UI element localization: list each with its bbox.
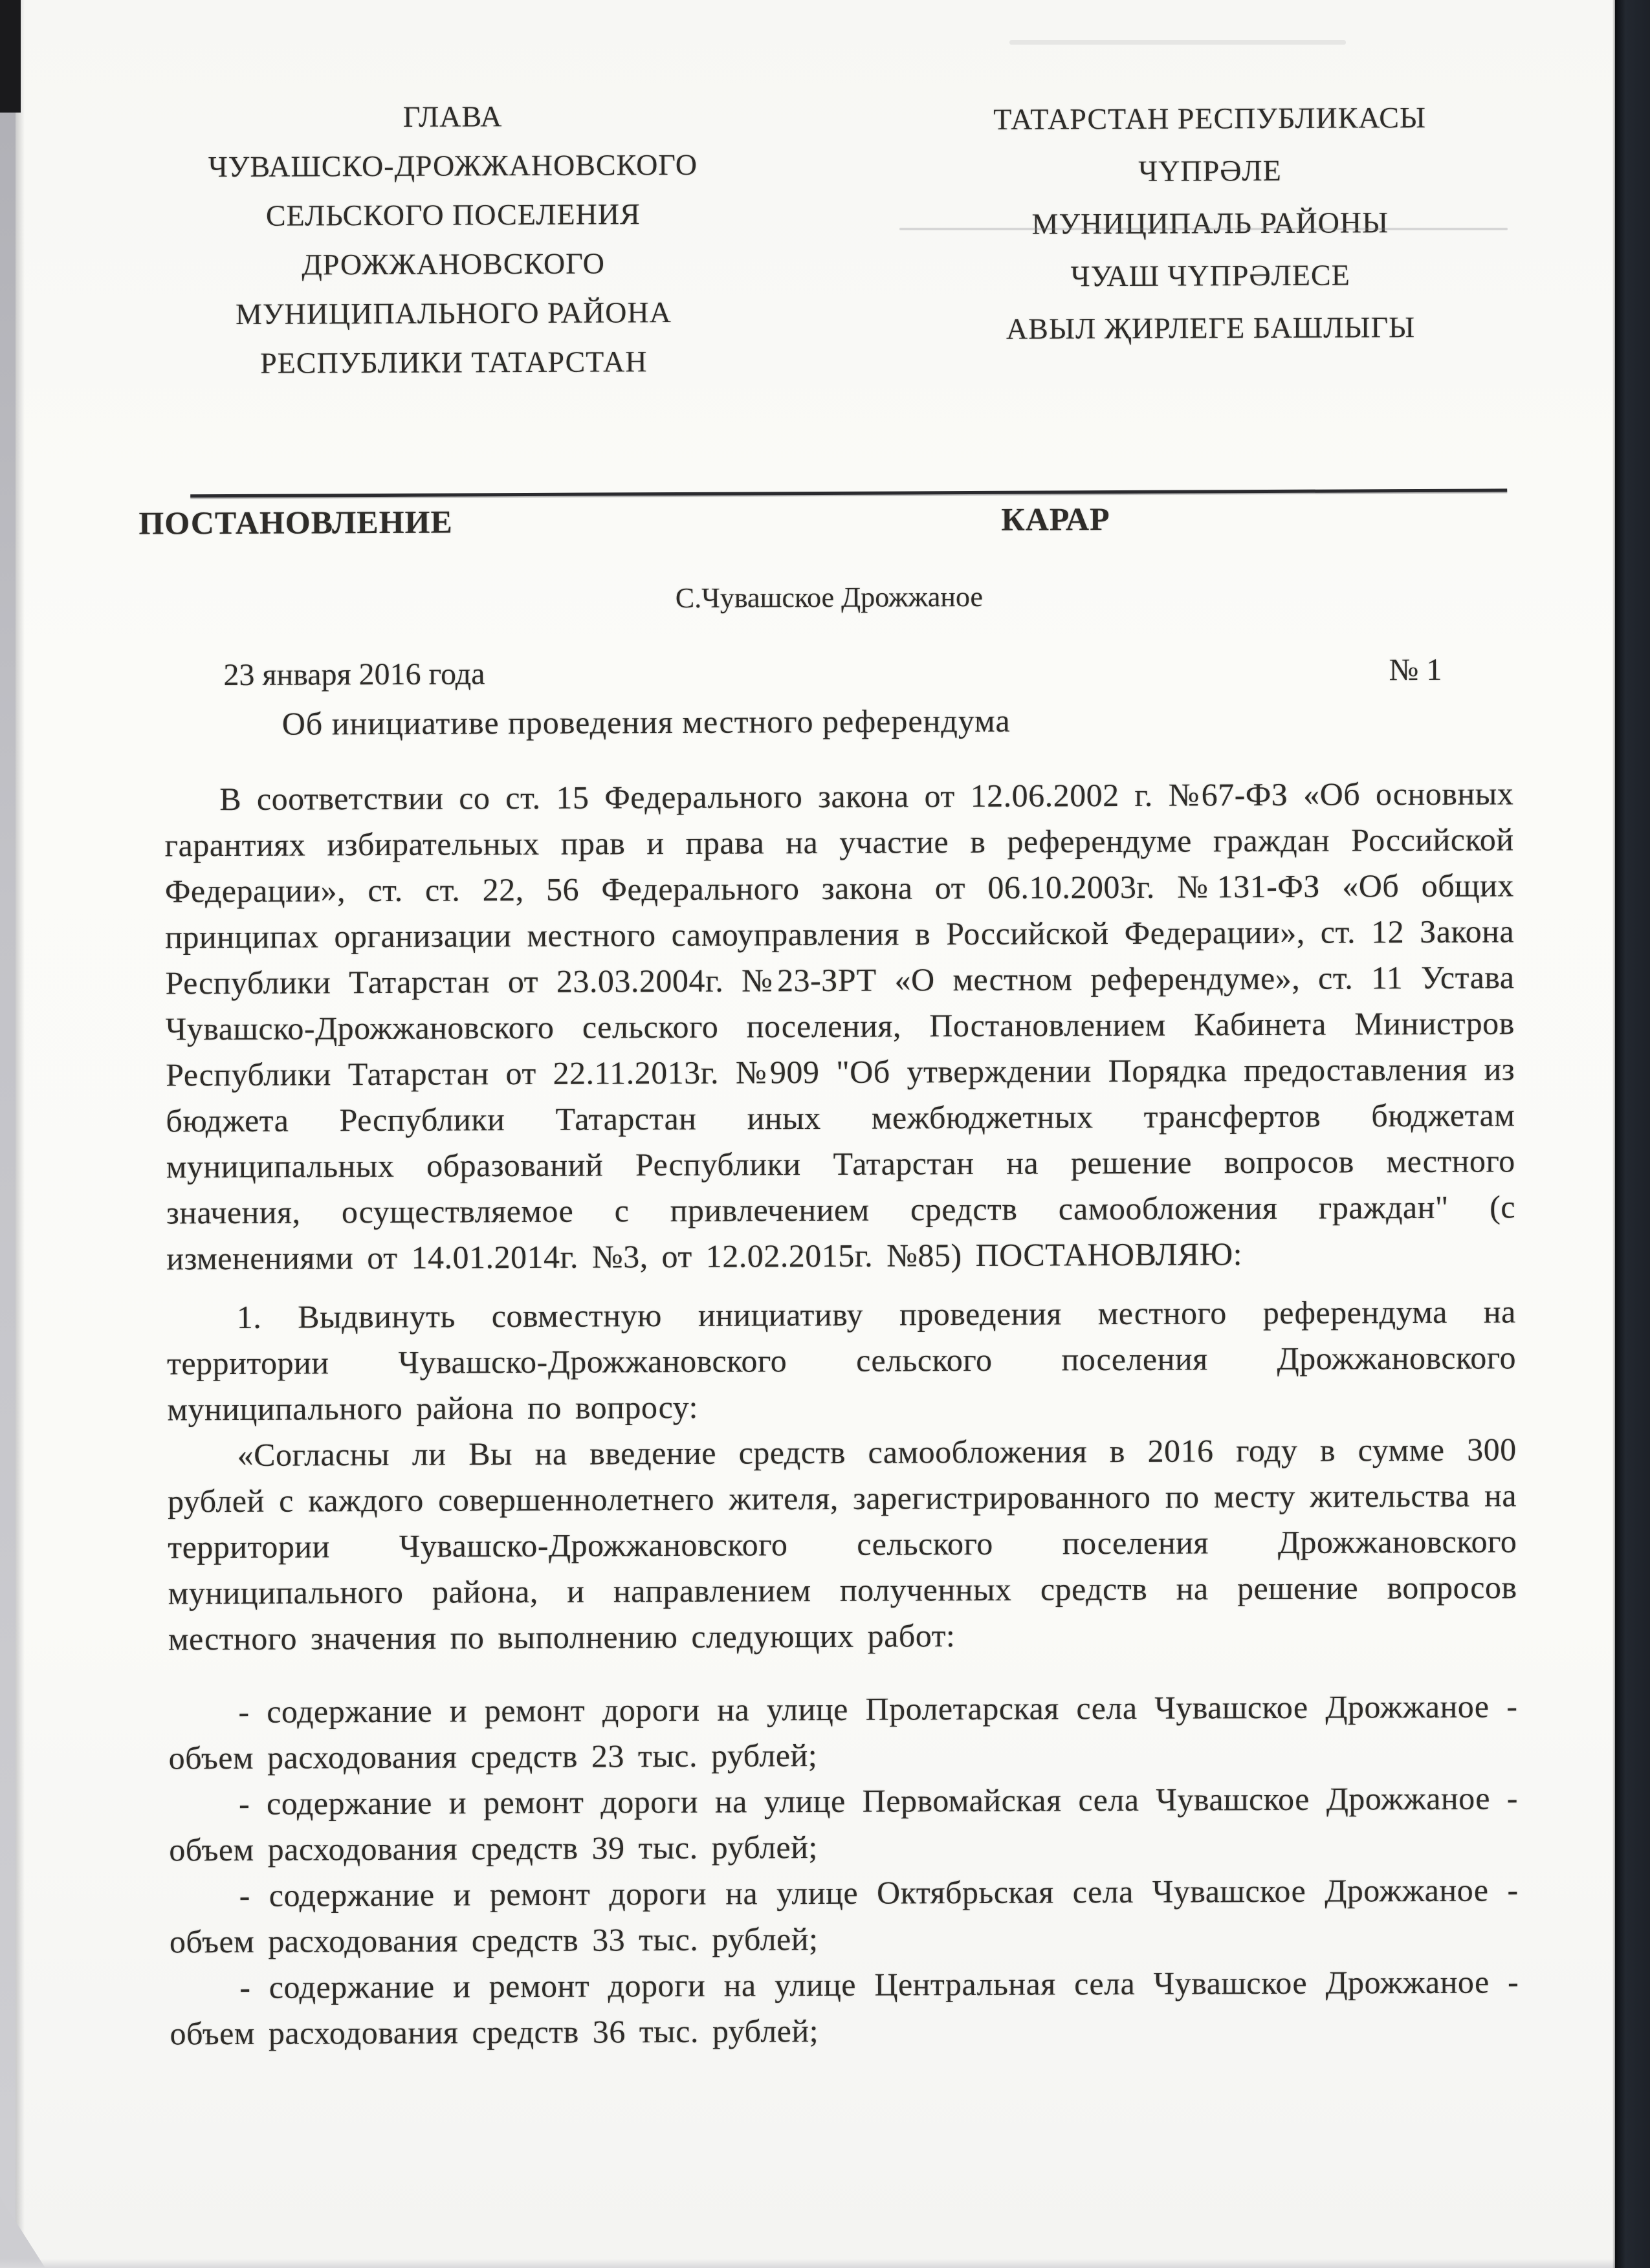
work-item-2: - содержание и ремонт дороги на улице Первомайская села Чувашское Дрожжаное - объем расходования средств 39 тыс. рублей; — [169, 1780, 1519, 1868]
letterhead-right-line-5: АВЫЛ ҖИРЛЕГЕ БАШЛЫГЫ — [1006, 311, 1416, 345]
place-line: С.Чувашское Дрожжаное — [675, 580, 984, 615]
work-item-1: - содержание и ремонт дороги на улице Пролетарская села Чувашское Дрожжаное - объем расходования средств 23 тыс. рублей; — [168, 1688, 1518, 1776]
scan-smudge — [899, 228, 1508, 230]
letterhead-left — [168, 91, 739, 389]
letterhead-right-line-1: ТАТАРСТАН РЕСПУБЛИКАСЫ — [993, 100, 1427, 136]
paper-left-edge-shadow — [16, 0, 25, 2268]
document-body — [164, 770, 1519, 2056]
date-line: 23 января 2016 года — [223, 657, 485, 693]
work-item-4: - содержание и ремонт дороги на улице Центральная села Чувашское Дрожжаное - объем расходования средств 36 тыс. рублей; — [170, 1963, 1519, 2052]
letterhead-left-line-6: РЕСПУБЛИКИ ТАТАРСТАН — [260, 345, 648, 380]
letterhead-left-line-4: ДРОЖЖАНОВСКОГО — [302, 246, 605, 281]
date-row — [164, 651, 1513, 693]
letterhead-left-line-1: ГЛАВА — [402, 100, 503, 133]
doc-type-ru: ПОСТАНОВЛЕНИЕ — [138, 503, 453, 541]
letterhead-right-line-3: МУНИЦИПАЛЬ РАЙОНЫ — [1031, 206, 1389, 241]
scan-smudge-top — [1009, 40, 1346, 45]
work-item-3: - содержание и ремонт дороги на улице Октябрьская села Чувашское Дрожжаное - объем расходования средств 33 тыс. рублей; — [169, 1871, 1519, 1960]
doc-number: № 1 — [1389, 652, 1442, 688]
resolution-item-1: 1. Выдвинуть совместную инициативу проведения местного референдума на территории Чувашско-Дрожжановского сельского поселения Дрожжановского муниципального района по вопросу: — [166, 1293, 1517, 1428]
intro-paragraph: В соответствии со ст. 15 Федерального закона от 12.06.2002 г. №67-ФЗ «Об основных гарантиях избирательных прав и права на участие в референдуме граждан Российской Федерации», ст. ст. 22, 56 Федерального закона от 06.10.2003г. №131-ФЗ «Об общих принципах организации местного самоуправления в Российской Федерации», ст. 12 Закона Республики Татарстан от 23.03.2004г. №23-ЗРТ «О местном референдуме», ст. 11 Устава Чувашско-Дрожжановского сельского поселения, Постановлением Кабинета Министров Республики Татарстан от 22.11.2013г. №909 "Об утверждении Порядка предоставления из бюджета Республики Татарстан иных межбюджетных трансфертов бюджетам муниципальных образований Республики Татарстан на решение вопросов местного значения, осуществляемое с привлечением средств самообложения граждан" (с изменениями от 14.01.2014г. №3, от 12.02.2015г. №85) ПОСТАНОВЛЯЮ: — [164, 775, 1516, 1277]
letterhead-left-line-3: СЕЛЬСКОГО ПОСЕЛЕНИЯ — [265, 197, 641, 232]
letterhead-left-line-2: ЧУВАШСКО-ДРОЖЖАНОВСКОГО — [208, 147, 698, 184]
works-list — [168, 1683, 1519, 2056]
letterhead-right-line-4: ЧУАШ ЧҮПРӘЛЕСЕ — [1070, 258, 1350, 293]
scanner-left-strip — [0, 0, 16, 2268]
doc-type-tt: КАРАР — [1001, 501, 1110, 538]
subject-line: Об инициативе проведения местного референдума — [281, 702, 1011, 742]
divider-rule — [190, 488, 1507, 497]
letterhead-left-line-5: МУНИЦИПАЛЬНОГО РАЙОНА — [235, 296, 672, 331]
document-content — [138, 0, 1520, 2268]
letterhead-right-line-2: ЧҮПРӘЛЕ — [1138, 153, 1282, 188]
referendum-question: «Согласны ли Вы на введение средств самообложения в 2016 году в сумме 300 рублей с каждого совершеннолетнего жителя, зарегистрированного по месту жительства на территории Чувашско-Дрожжановского сельского поселения Дрожжановского муниципального района, и направлением полученных средств на решение вопросов местного значения по выполнению следующих работ: — [167, 1431, 1517, 1657]
scanner-bottom-strip — [0, 2259, 1615, 2268]
letterhead-right — [919, 91, 1502, 355]
scanner-right-band — [1615, 0, 1650, 2268]
scanner-corner-mark — [0, 0, 21, 113]
